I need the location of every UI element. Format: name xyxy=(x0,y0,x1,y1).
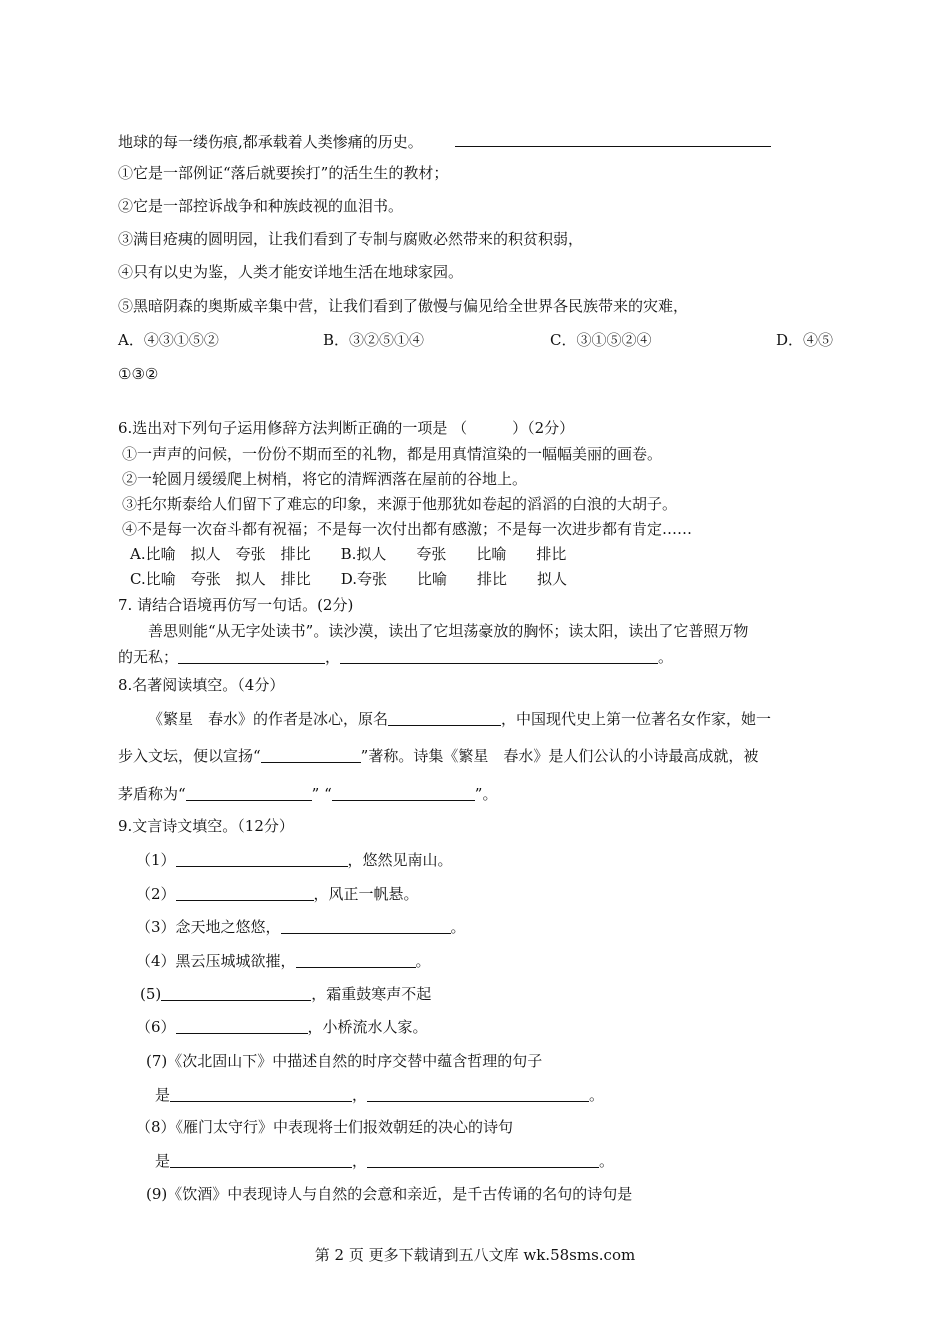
q5-stem: 地球的每一缕伤痕,都承载着人类惨痛的历史。 xyxy=(118,133,423,151)
q8-paragraph-3: 茅盾称为“ ” “ ”。 xyxy=(118,785,498,803)
q9-item-8: （8）《雁门太守行》中表现将士们报效朝廷的决心的诗句 xyxy=(136,1118,514,1136)
q9-item-9: (9)《饮酒》中表现诗人与自然的会意和亲近，是千古传诵的名句的诗句是 xyxy=(146,1185,633,1203)
q7-stem: 7. 请结合语境再仿写一句话。(2分) xyxy=(118,596,354,614)
q8-blank-theme[interactable] xyxy=(261,746,361,763)
q7-blank-2[interactable] xyxy=(340,647,658,664)
q8-blank-comment-2[interactable] xyxy=(332,784,475,801)
q9-blank-4[interactable] xyxy=(296,951,416,968)
q9-blank-3[interactable] xyxy=(281,917,451,934)
page-footer: 第 2 页 更多下载请到五八文库 wk.58sms.com xyxy=(314,1246,636,1264)
q5-sentence-3: ③满目疮痍的圆明园，让我们看到了专制与腐败必然带来的积贫积弱， xyxy=(118,230,584,248)
q9-item-2: （2） ，风正一帆悬。 xyxy=(136,885,419,903)
q7-blank-1[interactable] xyxy=(178,647,325,664)
q6-sentence-1: ①一声声的问候，一份份不期而至的礼物，都是用真情渲染的一幅幅美丽的画卷。 xyxy=(122,445,663,463)
q6-options-cd: C.比喻 夸张 拟人 排比 D.夸张 比喻 排比 拟人 xyxy=(130,570,567,588)
q9-blank-8a[interactable] xyxy=(170,1151,352,1168)
q6-sentence-4: ④不是每一次奋斗都有祝福；不是每一次付出都有感激；不是每一次进步都有肯定…… xyxy=(122,520,693,538)
q5-answer-blank[interactable] xyxy=(455,130,771,147)
q9-blank-8b[interactable] xyxy=(367,1151,599,1168)
q9-item-1: （1） ，悠然见南山。 xyxy=(136,851,453,869)
q6-sentence-2: ②一轮圆月缓缓爬上树梢，将它的清辉洒落在屋前的谷地上。 xyxy=(122,470,528,488)
q6-sentence-3: ③托尔斯泰给人们留下了难忘的印象，来源于他那犹如卷起的滔滔的白浪的大胡子。 xyxy=(122,495,678,513)
q6-options-ab: A.比喻 拟人 夸张 排比 B.拟人 夸张 比喻 排比 xyxy=(130,545,567,563)
q9-item-8-answer: 是 ， 。 xyxy=(155,1152,615,1170)
q9-blank-1[interactable] xyxy=(176,850,348,867)
q9-item-6: （6） ，小桥流水人家。 xyxy=(136,1018,428,1036)
q5-option-b: B．③②⑤①④ xyxy=(323,331,425,349)
q7-context: 善思则能“从无字处读书”。读沙漠，读出了它坦荡豪放的胸怀；读太阳，读出了它普照万物 xyxy=(148,622,749,640)
q9-item-3: （3）念天地之悠悠， 。 xyxy=(136,918,466,936)
q9-item-5: (5) ，霜重鼓寒声不起 xyxy=(140,985,432,1003)
q9-blank-7b[interactable] xyxy=(367,1085,589,1102)
q9-item-4: （4）黑云压城城欲摧， 。 xyxy=(136,952,431,970)
q5-sentence-5: ⑤黑暗阴森的奥斯威辛集中营，让我们看到了傲慢与偏见给全世界各民族带来的灾难， xyxy=(118,297,689,315)
q5-sentence-1: ①它是一部例证“落后就要挨打”的活生生的教材； xyxy=(118,164,449,182)
q5-option-a: A．④③①⑤② xyxy=(118,331,219,349)
q5-option-d: D．④⑤ xyxy=(776,331,834,349)
q7-answer-line: 的无私； ， 。 xyxy=(118,648,674,666)
q5-sentence-2: ②它是一部控诉战争和种族歧视的血泪书。 xyxy=(118,197,404,215)
q8-paragraph-1: 《繁星 春水》的作者是冰心，原名 ，中国现代史上第一位著名女作家，她一 xyxy=(148,710,772,728)
q9-blank-2[interactable] xyxy=(176,884,314,901)
q8-paragraph-2: 步入文坛，便以宣扬“ ”著称。诗集《繁星 春水》是人们公认的小诗最高成就，被 xyxy=(118,747,759,765)
q5-option-c: C．③①⑤②④ xyxy=(550,331,652,349)
q5-option-d-cont: ①③② xyxy=(118,365,159,383)
q8-stem: 8.名著阅读填空。（4分） xyxy=(118,676,285,694)
q9-blank-5[interactable] xyxy=(161,984,311,1001)
q8-blank-comment-1[interactable] xyxy=(186,784,312,801)
q9-stem: 9.文言诗文填空。（12分） xyxy=(118,817,294,835)
q8-blank-author-name[interactable] xyxy=(388,709,501,726)
q9-blank-6[interactable] xyxy=(176,1017,308,1034)
q9-blank-7a[interactable] xyxy=(170,1085,352,1102)
q6-stem: 6.选出对下列句子运用修辞方法判断正确的一项是 （ ）（2分） xyxy=(118,419,575,437)
q9-item-7-answer: 是 ， 。 xyxy=(155,1086,605,1104)
q5-sentence-4: ④只有以史为鉴，人类才能安详地生活在地球家园。 xyxy=(118,263,464,281)
q9-item-7: (7)《次北固山下》中描述自然的时序交替中蕴含哲理的句子 xyxy=(146,1052,543,1070)
